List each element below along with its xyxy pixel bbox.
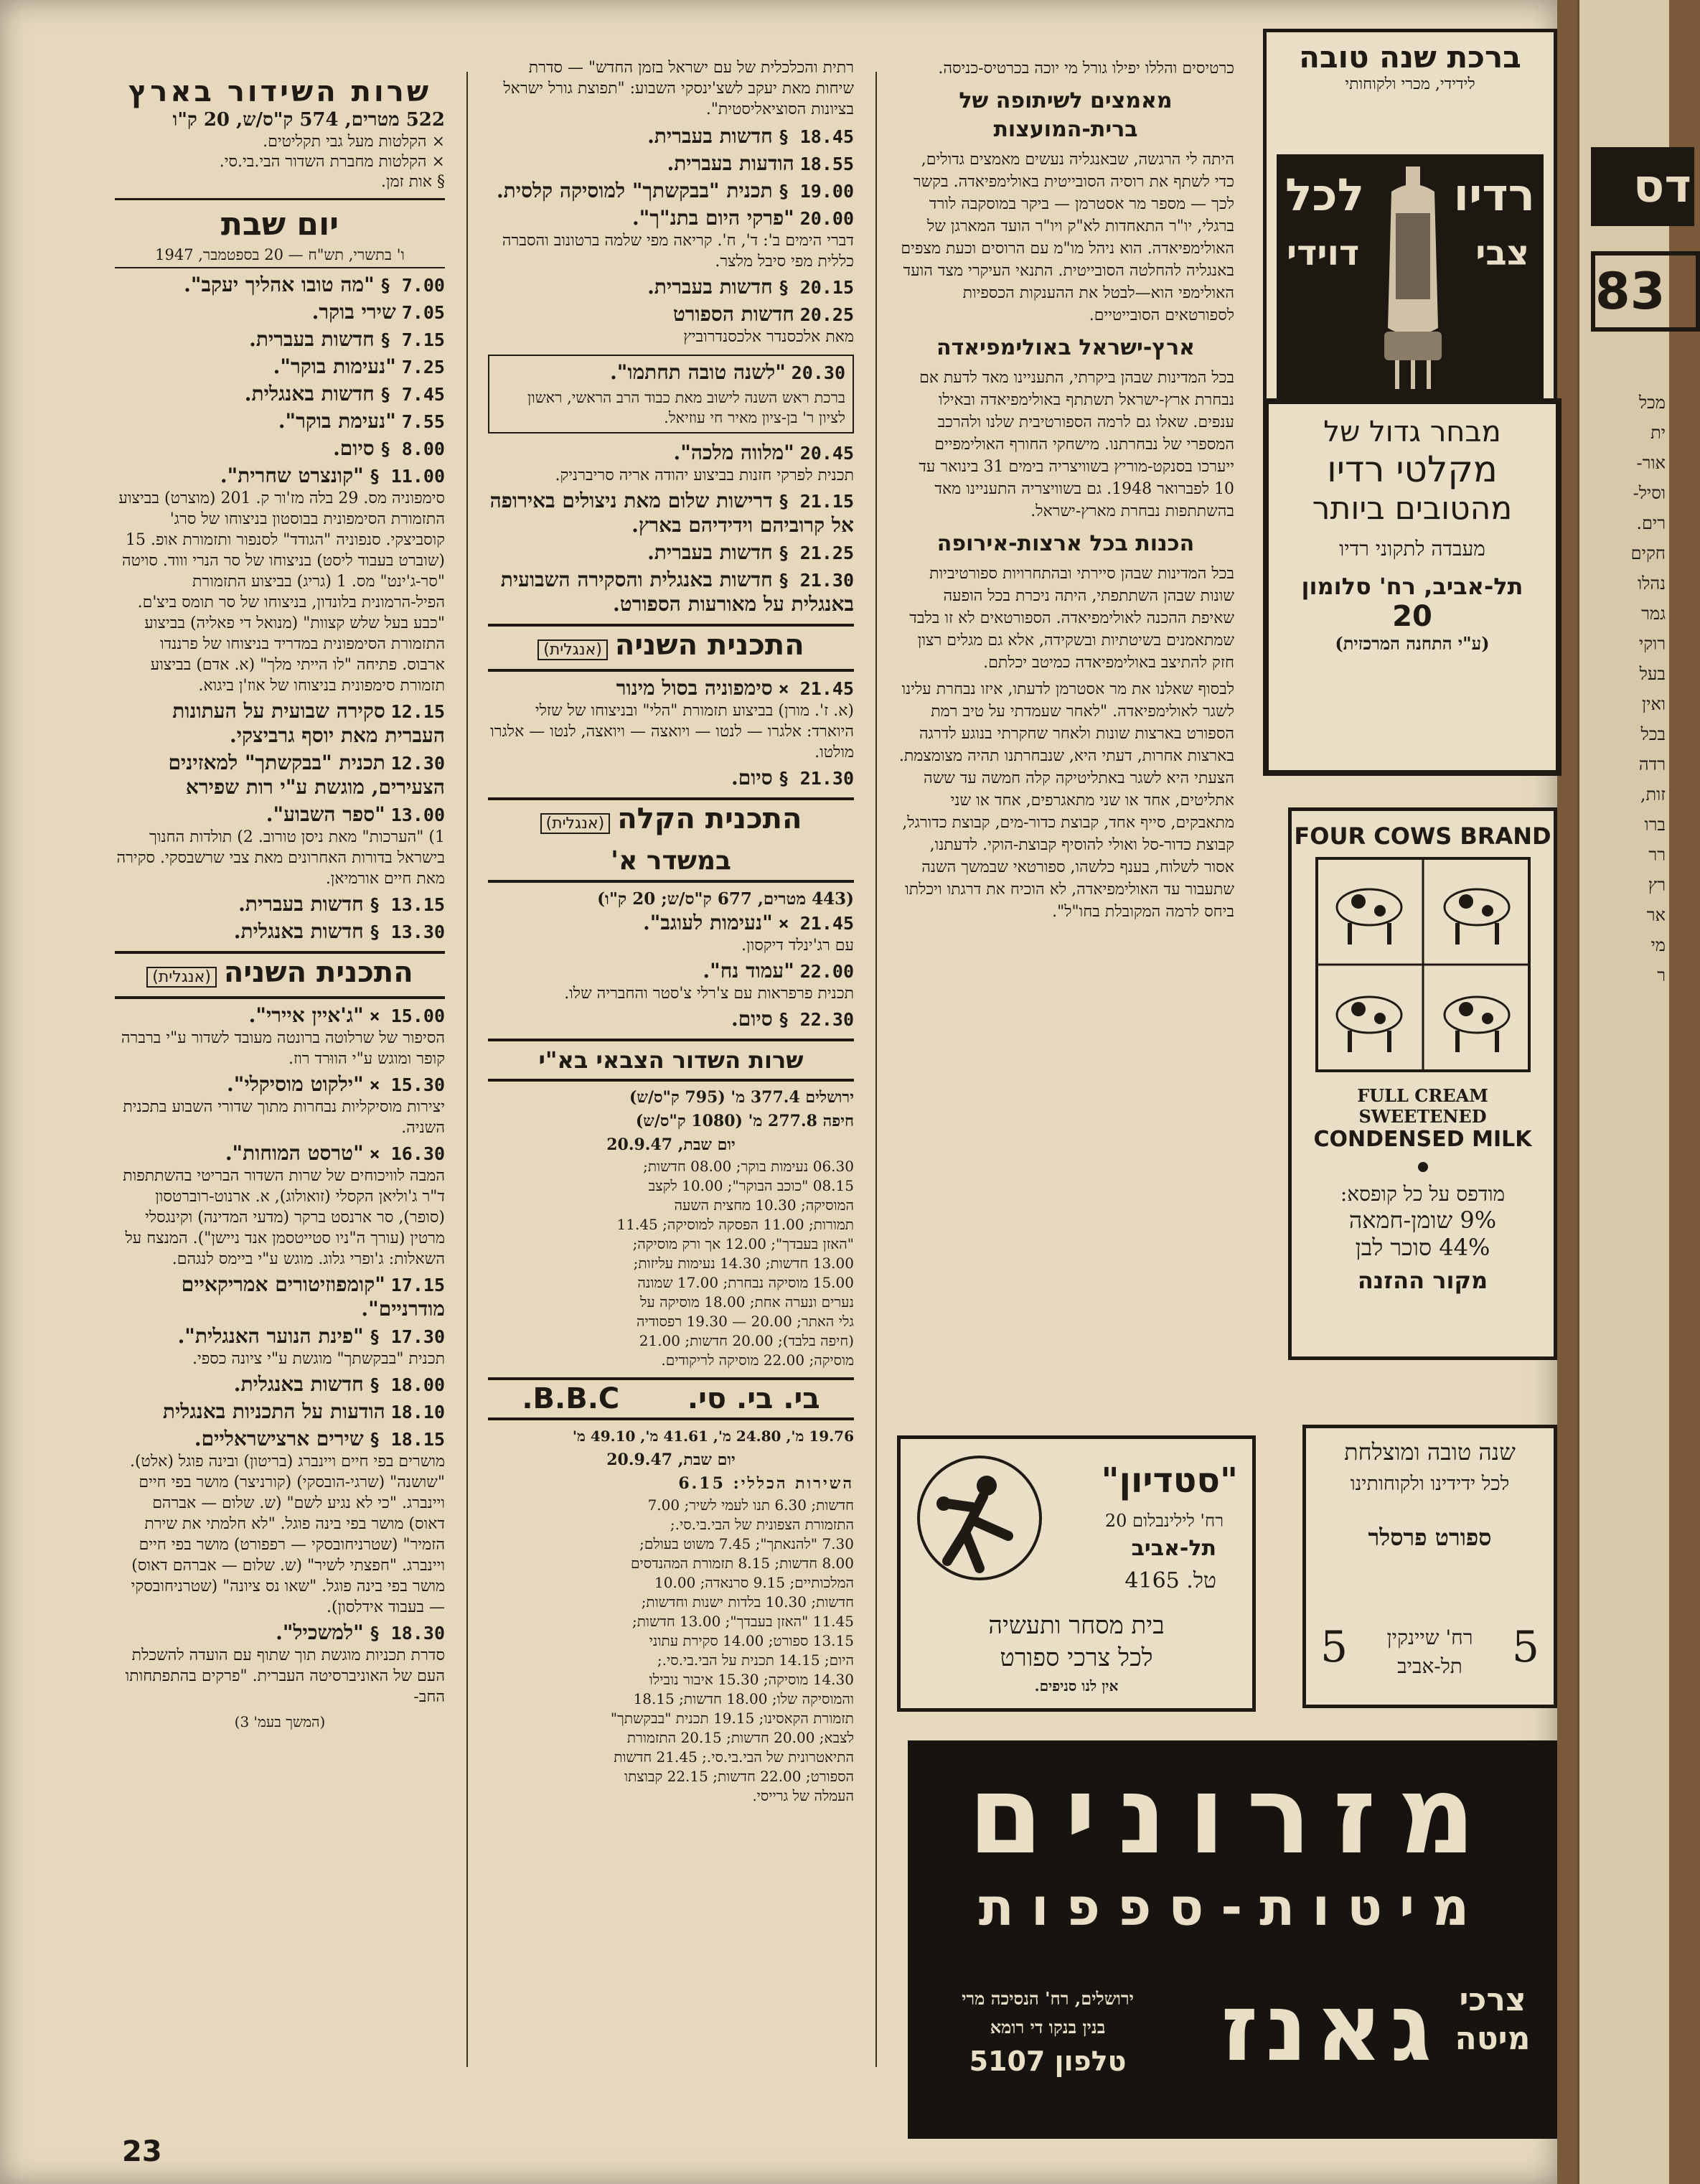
program-name: הודעות בעברית. [667, 151, 794, 175]
program-name: הודעות על התכניות באנגלית [162, 1400, 385, 1423]
next-page-line: וסיל- [1633, 483, 1666, 503]
second-program-list [115, 1003, 445, 1707]
program-name: חדשות הספורט [672, 302, 794, 326]
next-page-line: רוקי [1638, 634, 1666, 654]
program-time: 17.30 § [369, 1326, 445, 1347]
schedule-row: 06.30 נעימות בוקר; 08.00 חדשות; [643, 1158, 854, 1175]
stadion-ad: "סטדיון" רח' לילינבלום 20 תל-אביב טל. 4165 בית מסחר ותעשיה לכל צרכי ספורט אין לנו סניפים. [897, 1435, 1256, 1712]
schedule-row: לצבא; 20.00 חדשות; 20.15 התזמורת [626, 1729, 854, 1746]
presler-ad: שנה טובה ומוצלחת לכל ידידינו ולקוחותינו ספורט פרסלר 5 5 רח' שיינקין תל-אביב [1302, 1425, 1557, 1708]
schedule-row: 11.45 "האזן בעבדך"; 13.00 חדשות; [632, 1613, 854, 1630]
second-program-list [488, 676, 854, 790]
program-item [488, 489, 854, 538]
program-name: חדשות בעברית. [249, 327, 375, 351]
program-item [115, 382, 445, 406]
program-item [115, 1427, 445, 1618]
program-description: תכנית "בבקשתך" מוגשת ע"י ציונה כספי. [192, 1350, 445, 1368]
schedule-row: המלכותיים; 9.15 סרנאדה; 10.00 [654, 1574, 854, 1591]
program-name: "מה טובו אהליך יעקב". [184, 273, 375, 296]
program-time: 13.00 [390, 805, 445, 825]
schedule-row: 14.30 מוסיקה; 15.30 איבור נובילו [649, 1671, 854, 1688]
schedule-row: (חיפה בלבד); 20.00 חדשות; 21.00 [639, 1332, 854, 1349]
new-year-box: 20.30 "לשנה טובה תחתמו". ברכת ראש השנה לישוב מאת כבוד הרב הראשי, ראשון לציון ר' בן-ציון מאיר חי עוזיאל. [488, 355, 854, 433]
program-name: שירים ארצישראליים. [194, 1427, 364, 1450]
program-description: מאת אלכסנדר אלכסנדרוביץ [683, 328, 854, 346]
schedule-row: היום; 14.15 תכנית על הבי.בי.סי.; [657, 1651, 854, 1669]
program-item [488, 206, 854, 272]
program-name: חדשות בעברית. [647, 275, 773, 299]
program-time: 7.55 [401, 411, 445, 432]
program-list [115, 273, 445, 944]
legend-bbc: × הקלטות מחברת השדור הבי.בי.סי. [219, 153, 445, 171]
program-item [115, 300, 445, 324]
next-page-line: אר [1646, 905, 1666, 925]
program-item [115, 1372, 445, 1397]
program-item [115, 1621, 445, 1707]
program-item [115, 802, 445, 889]
program-item [115, 409, 445, 433]
next-page-header: דס [1591, 147, 1694, 226]
schedule-row: מוסיקה; 22.00 מוסיקה לריקודים. [661, 1351, 854, 1369]
program-name: "נעימת בוקר". [278, 409, 396, 433]
next-page-line: בכל [1640, 724, 1666, 744]
article-heading-3: הכנות בכל ארצות-אירופה [936, 531, 1195, 556]
program-time: 7.05 [401, 302, 445, 323]
program-name: "מלווה מלכה". [673, 441, 794, 464]
program-time: 18.45 § [778, 126, 854, 147]
radio-tube-panel: רדיו צבי לכל דוידי [1277, 154, 1544, 403]
light-program-frequency: (443 מטרים, 677 ק"ס/ש; 20 ק"ו) [597, 889, 854, 909]
program-item [115, 1324, 445, 1369]
program-time: 17.15 [390, 1275, 445, 1295]
program-time: 21.45 × [778, 678, 854, 699]
program-description: דברי הימים ב': ד', ח'. קריאה מפי שלמה ברטונוב והסברה כללית מפי סיבל מלצר. [502, 232, 854, 271]
schedule-row: נערים ונערה אחת; 18.00 מוסיקה על [640, 1293, 854, 1311]
program-name: "נעימות לעוגב". [643, 911, 773, 934]
radio-ad: ברכת שנה טובה לידידי, מכרי ולקוחותי רדיו צבי לכל דוידי [1263, 29, 1557, 416]
program-description: (א. ז'. מורן) בביצוע תזמורת "הלי" ובניצוחו של שזלי היוארד: אלגרו — לנטו — ויואצה — ויואצה, לנטו — אלגרו מולטו. [490, 702, 854, 761]
program-time: 12.15 [390, 701, 445, 722]
program-time: 21.25 § [778, 543, 854, 563]
program-name: "נעימות בוקר". [273, 355, 396, 378]
program-name: תכנית "בבקשתך" למוסיקה קלסית. [496, 179, 773, 202]
next-page-text [1587, 388, 1666, 990]
program-time: 7.00 § [380, 275, 445, 296]
article-paragraph-1: היתה לי הרגשה, שבאנגליה נעשים מאמצים גדולים, כדי לשתף את רוסיה הסובייטית באולימפיאדה. בקשר לכך — מספר מר אסטרמן — ביקר במוסקבה לורד ברגלי, יו"ר התאחדות לא"ק ויו"ר הועד המארגן של האולימפיאדה. הוא ניהל מו"מ עם הרוסים וכעת מצפים באנגליה להחלטה הסובייטית. התנאי העיקרי מצד הועד האולימפי הוא—לבטל את ההענקות הכספיות לספורטאים הסובייטיים. [901, 151, 1234, 324]
program-item [488, 302, 854, 347]
program-name: "פינת הנוער האנגלית". [177, 1324, 364, 1348]
next-page-number: 83 [1591, 251, 1700, 332]
program-list-2 [488, 441, 854, 617]
program-time: 21.15 § [778, 491, 854, 512]
bbc-title: בי. בי. סי. B.B.C. [488, 1377, 854, 1420]
light-program-title: התכנית הקלה(אנגלית) [488, 797, 854, 843]
program-item [115, 436, 445, 461]
program-time: 20.15 § [778, 277, 854, 298]
program-description: סימפוניה מס. 29 בלה מז'ור ק. 201 (מוצרט) בביצוע התזמורת הסימפונית בבוסטון בניצוחו של סרג' קוסביצקי. סנפוניה "הגודד" לסנפור ותזמורת אופ. 15 (שוברט בעבוד ליסט) בניצוחו של סר הנרי וווד. סויטה "סר-ג'ינט" מס. 1 (גריג) בביצוע התזמורת הפיל-הרמונית בלונדון, בניצוחו של סר תומס ביצ'ם. "כבע בעל שלש קצוות" (מנואל די פאליה) בביצוע התזמורת הסימפונית במדריד בניצוחו של פרננדו ארבוס. פתיחה "לו הייתי מלך" (א. אדם) בביצוע תזמורת סימפונית בניצוחו של אוז'ן ביגוא. [118, 489, 445, 695]
next-page-line: רץ [1648, 875, 1666, 895]
program-time: 18.30 § [369, 1623, 445, 1644]
schedule-row: הספורט; 22.00 חדשות; 22.15 קבוצתו [624, 1768, 854, 1785]
schedule-row: והמוסיקה שלו; 18.00 חדשות; 18.15 [633, 1690, 854, 1707]
program-time: 7.15 § [380, 329, 445, 350]
program-time: 15.00 × [369, 1006, 445, 1026]
program-time: 12.30 [390, 753, 445, 774]
program-name: "קונצרט שחרית". [220, 464, 364, 487]
program-time: 18.10 [390, 1402, 445, 1423]
program-name: סיום. [731, 766, 773, 789]
program-item [115, 1072, 445, 1138]
program-description: יצירות מוסיקליות נבחרות מתוך שדורי השבוע בתכנית השניה. [123, 1098, 445, 1137]
next-page-line: גמר [1641, 604, 1666, 624]
schedule-row: 15.00 מוסיקה נבחרת; 17.00 שמונה [637, 1274, 854, 1291]
day-title: יום שבת [220, 206, 339, 243]
program-time: 22.30 § [778, 1009, 854, 1030]
program-time: 20.45 [799, 443, 854, 464]
program-name: "עמוד נח". [703, 959, 794, 983]
program-item [115, 464, 445, 696]
program-item [488, 151, 854, 176]
program-name: חדשות בעברית. [238, 892, 364, 916]
column-rule [466, 72, 468, 2067]
program-name: "ספר השבוע". [266, 802, 385, 826]
article-intro: כרטיסים והללו יפילו גורל מי יוכה בכרטיס-כניסה. [938, 60, 1234, 78]
program-item [115, 1400, 445, 1424]
next-page-line: חקים [1630, 543, 1666, 563]
mattress-ad: מזרונים מיטות-ספפות צרכי מיטה גאנז ירושלים, רח' הנסיכה מרי בנין בנקו די רומא טלפון 5107 [908, 1740, 1557, 2139]
program-name: "ג'איין איירי". [248, 1003, 364, 1027]
bbc-service: השירות הכללי: 6.15 [678, 1474, 854, 1493]
program-time: 19.00 § [778, 181, 854, 202]
army-frequency-haifa: חיפה 277.8 מ' (1080 ק"ס/ש) [635, 1112, 854, 1130]
schedule-row: 08.15 "כוכב הבוקר"; 10.00 לקצב [648, 1177, 854, 1194]
schedule-row: "האזן בעבדך"; 12.00 אך ורק מוסיקה; [632, 1235, 854, 1252]
program-time: 18.00 § [369, 1374, 445, 1395]
legend-records: × הקלטות מעל גבי תקליטים. [263, 133, 445, 151]
schedule-row: התזמורת הצפונית של הבי.בי.סי.; [670, 1516, 854, 1533]
radio-tube-icon [1370, 163, 1456, 393]
program-item [115, 699, 445, 748]
column-rule [875, 72, 877, 2067]
schedule-row: גלי האתר; 20.00 — 19.30 רפסודיה [637, 1313, 854, 1330]
program-item [115, 751, 445, 800]
program-time: 21.45 × [778, 913, 854, 934]
program-item [115, 1273, 445, 1321]
army-date: יום שבת, 20.9.47 [606, 1135, 736, 1154]
program-item [115, 327, 445, 352]
light-program-list [488, 911, 854, 1031]
program-description: מושרים בפי חיים ויינברג (בריטון) ובינה פוגל (אלט). "שושנה" (שרגי-הובסקי) (קורניצר) מושר בפי חיים ויינברג. "כי לא נגיע לשם" (ש. שלום — אברהם דאוס) מושר בפי בינה פוגל. "לא חלמתי את שירת הזמיר" (שטרניחובסקי — רפפורט) מושר בפי חיים ויינברג. "חפצתי לשיר" (ש. שלום — אברהם דאוס) מושר בפי בינה פוגל. "שאו נס ציונה" (שטרניחובסקי — בעבוד אידלסון). [129, 1453, 445, 1616]
column-2-intro: רתית והכלכלית של עם ישראל בזמן החדש" — סדרת שיחות מאת יעקב לשצ'ינסקי השבוע: "תפוצת גורל ישראל בציונות הסוציאליסטית". [503, 59, 854, 118]
program-item [115, 273, 445, 297]
program-time: 15.30 × [369, 1074, 445, 1095]
program-description: הסיפור של שרלוטה ברונטה מעובד לשדור ע"י ברברה קופר ומוגש ע"י הווּרד רוז. [121, 1029, 445, 1068]
program-name: חדשות באנגלית והסקירה השבועית באנגלית על מאורעות הספורט. [500, 568, 854, 616]
program-item [488, 441, 854, 486]
schedule-row: המוסיקה; 10.30 מחצית השעה [674, 1196, 854, 1214]
program-name: "ילקוט מוסיקלי". [227, 1072, 364, 1096]
program-item [488, 179, 854, 203]
continued-note: (המשך בעמ' 3) [234, 1713, 326, 1730]
program-item [488, 124, 854, 149]
program-name: חדשות בעברית. [647, 540, 773, 564]
program-name: חדשות בעברית. [647, 124, 773, 148]
program-time: 11.00 § [369, 466, 445, 487]
article-paragraph-3: בכל המדינות שבהן סיירתי ובהתחרויות ספורטיביות שונות שבהן השתתפתי, היתה ניכרת בכל הופעה שאיפת ההכנה לאולימפיאדה. הספורטאים לא זו בלבד שמתאמנים בשיטתיות ובשקידה, אלא גם מגלים רצון חזק להתיצב באולימפיאדה כמיטב יכלתם. [909, 565, 1234, 672]
program-name: דרישות שלום מאת ניצולים באירופה אל קרוביהם וידידיהם בארץ. [489, 489, 854, 537]
program-name: סקירה שבועית על העתונות העברית מאת יוסף גרביצקי. [172, 699, 445, 747]
program-name: "פרקי היום בתנ"ך". [631, 206, 794, 230]
program-time: 18.15 § [369, 1429, 445, 1450]
program-item [488, 1007, 854, 1031]
cow-icon [1315, 857, 1531, 1072]
schedule-row: תזמורת הקאסינו; 19.15 תכנית "בבקשתך" [610, 1710, 854, 1727]
program-name: "טרסט המוחות". [225, 1141, 364, 1165]
program-name: חדשות באנגלית. [233, 1372, 364, 1396]
army-schedule [488, 1157, 854, 1370]
schedule-row: חדשות; 10.30 בלדות ישנות וחדשות; [641, 1593, 854, 1611]
program-name: "קומפוזיטורים אמריקאיים מודרניים". [181, 1273, 445, 1321]
article-paragraph-2: בכל המדינות שבהן ביקרתי, התעניינו מאד לדעת אם נבחרת ארץ-ישראל תשתתף באולימפיאדה ובאילו ענפים. שאלו גם לרמה הספורטיבית שלנו ולהרכב המספרי של נבחרתנו. מישחקי החורף האולימפיים ייערכו בסנקט-מוריץ בשוויצריה בימים 31 בינואר עד 10 לפברואר 1948. גם בשוויצריה התעניינו מאד בהשתתפות נבחרת מארץ-ישראל. [919, 369, 1234, 520]
program-time: 7.45 § [380, 384, 445, 405]
bbc-schedule [488, 1496, 854, 1806]
column-2 [488, 57, 854, 1806]
program-item [488, 959, 854, 1004]
program-item [488, 275, 854, 299]
program-name: שירי בוקר. [311, 300, 396, 324]
bullet-icon [1418, 1162, 1428, 1172]
schedule-row: חדשות; 6.30 תנו לעמי לשיר; 7.00 [647, 1496, 854, 1514]
program-item [488, 911, 854, 956]
discus-thrower-icon [915, 1453, 1044, 1583]
program-description: עם רג'ינלד דיקסון. [741, 937, 854, 955]
program-item [115, 892, 445, 917]
program-time: 13.15 § [369, 894, 445, 915]
program-time: 21.30 § [778, 570, 854, 591]
bbc-frequency: 19.76 מ', 24.80 מ', 41.61 מ', 49.10 מ' [572, 1428, 854, 1445]
next-page-line: ית [1650, 423, 1666, 443]
next-page-line: בעל [1639, 664, 1666, 684]
schedule-row: 13.15 ספורט; 14.00 סקירת עתוני [649, 1632, 854, 1649]
next-page-line: מכל [1638, 393, 1666, 413]
program-item [115, 919, 445, 944]
program-time: 13.30 § [369, 922, 445, 942]
program-item [488, 568, 854, 617]
day-date: ו' בתשרי, תש"ח — 20 בספטמבר, 1947 [115, 243, 445, 268]
second-program-title: התכנית השניה(אנגלית) [115, 951, 445, 999]
program-name: תכנית "בבקשתך" למאזינים הצעירים, מוגשת ע"י רות שפירא [168, 751, 445, 799]
service-frequency: 522 מטרים, 574 ק"ס/ש, 20 ק"ו [172, 109, 445, 131]
article-heading-2: ארץ-ישראל באולימפיאדה [936, 335, 1196, 360]
service-title: שרות השידור בארץ [128, 75, 432, 108]
program-description: המבה לוויכוחים של שרות השדור הבריטי בהשתתפות ד"ר ג'וליאן הקסלי (זואולוג), א. ארנוט-רוברטסון (סופר), סר ארנסט ברקר (מדעי המדינה) וקינגסלי מרטין (עורך ה"ניו סטייטסמן אנד ניישן"). המנצח על השאלות: ג'ופרי גלוג. מוגש ע"י ביימס לנגהם. [123, 1167, 445, 1268]
schedule-row: 7.30 "להנאתך"; 7.45 משוט בעולם; [639, 1535, 854, 1552]
next-page-line: רים. [1636, 513, 1666, 533]
next-page-line: ר [1657, 965, 1666, 985]
next-page-line: מי [1650, 935, 1666, 955]
schedule-row: התיאטרונית של הבי.בי.סי.; 21.45 חדשות [614, 1748, 854, 1766]
program-time: 22.00 [799, 961, 854, 982]
article-paragraph-4: לבסוף שאלנו את מר אסטרמן לדעתו, איזו נבחרת עלינו לשגר לאולימפיאדה. "לאחר שעמדתי על טיב רמת הספורט בארצות שונות ולאחר שחקרתי בנוגע לדרגה בארצות אחרות, דעתי היא, שנבחרתנו תהיה מצומצמת. הצעתי היא לשגר באתליטיקה קלה חמשה עד ששה אתליטים, אחד או שני מתאגרפים, אחד או שני מתאבקים, סייף אחד, קבוצת כדור-מים, קבוצת כדורגל, קבוצת כדור-סל ואולי להוסיף קבוצת-הוקי. לדעתנו, אסור לשלוח, בענף כלשהו, ספורטאי שבמשך השנה שתעבור עד האולימפיאדה, לא הוכיח את דרגתו ויכלתו ביחס לרמה המקובלת בחו"ל". [898, 680, 1234, 921]
program-item [115, 1003, 445, 1069]
army-frequency-jerusalem: ירושלים 377.4 מ' (795 ק"ס/ש) [629, 1088, 854, 1107]
article-heading-1: מאמצים לשיתופה של ברית-המועצות [959, 88, 1173, 142]
program-description: תכנית לפרקי חזנות בביצוע יהודה אריה סריברניק. [555, 467, 854, 484]
program-name: סימפוניה בסול מינור [616, 676, 773, 700]
second-program-title: התכנית השניה(אנגלית) [488, 624, 854, 672]
legend-time-signal: § אות זמן. [380, 173, 445, 191]
schedule-row: 8.00 חדשות; 8.15 תזמורת המהנדסים [630, 1555, 854, 1572]
schedule-row: 13.00 חדשות; 14.30 נעימות עליזות; [633, 1255, 854, 1272]
column-1 [115, 75, 445, 1734]
page-number: 23 [122, 2135, 162, 2168]
next-page-edge [1577, 0, 1691, 2184]
divider [115, 198, 445, 200]
program-item [488, 766, 854, 790]
army-broadcast-title: שרות השדור הצבאי בא"י [488, 1039, 854, 1082]
program-time: 20.25 [799, 304, 854, 325]
program-description: 1) "הערכות" מאת ניסן טורוב. 2) תולדות החנוך בישראל בדורות האחרונים מאת צבי שרשבסקי. סקירה מאת חיים אורמיאן. [116, 828, 445, 888]
program-name: "למשכיל". [276, 1621, 364, 1644]
program-list [488, 124, 854, 347]
next-page-line: ואין [1642, 694, 1666, 714]
program-description: תכנית פרפראות עם צ'רלי צ'סטר והחבריה שלו. [564, 985, 854, 1003]
light-program-title-2: במשדר א' [488, 843, 854, 883]
program-name: סיום. [333, 436, 375, 460]
program-item [115, 1141, 445, 1270]
program-time: 16.30 × [369, 1143, 445, 1164]
next-page-line: רדה [1638, 754, 1666, 774]
bbc-date: יום שבת, 20.9.47 [606, 1450, 736, 1469]
next-page-line: נהלו [1638, 573, 1666, 594]
program-time: 18.55 [799, 154, 854, 174]
program-name: חדשות באנגלית. [233, 919, 364, 943]
condensed-milk-ad: FOUR COWS BRAND FULL CREAM SWEETENED CONDENSED MILK מודפס על כל קופסא: 9% שומן-חמאה 44% סוכר לבן מקור ההזנה [1288, 807, 1557, 1360]
program-time: 7.25 [401, 357, 445, 378]
program-time: 20.00 [799, 208, 854, 229]
program-name: סיום. [731, 1007, 773, 1031]
next-page-line: ברו [1644, 815, 1666, 835]
next-page-line: אור- [1636, 453, 1666, 473]
program-time: 21.30 § [778, 768, 854, 789]
schedule-row: תמורות; 11.00 הפסקה למוסיקה; 11.45 [616, 1216, 854, 1233]
program-time: 8.00 § [380, 439, 445, 459]
program-item [115, 355, 445, 379]
schedule-row: העמלה של גרייסי. [752, 1787, 854, 1804]
article-column [897, 57, 1234, 927]
radio-store-ad: מבחר גדול של מקלטי רדיו מהטובים ביותר מעבדה לתקוני רדיו תל-אביב, רח' סלומון 20 (ע"י התחנה המרכזית) [1263, 398, 1562, 776]
next-page-line: רר [1648, 845, 1666, 865]
program-item [488, 540, 854, 565]
program-item [488, 676, 854, 763]
next-page-line: זות, [1640, 784, 1666, 805]
program-description: סדרת תכניות מוגשת תוך שתוף עם הועדה להשכלת העם של האוניברסיטה העברית. "פרקים בהתפתחותו החב- [125, 1646, 445, 1706]
program-name: חדשות באנגלית. [244, 382, 375, 406]
